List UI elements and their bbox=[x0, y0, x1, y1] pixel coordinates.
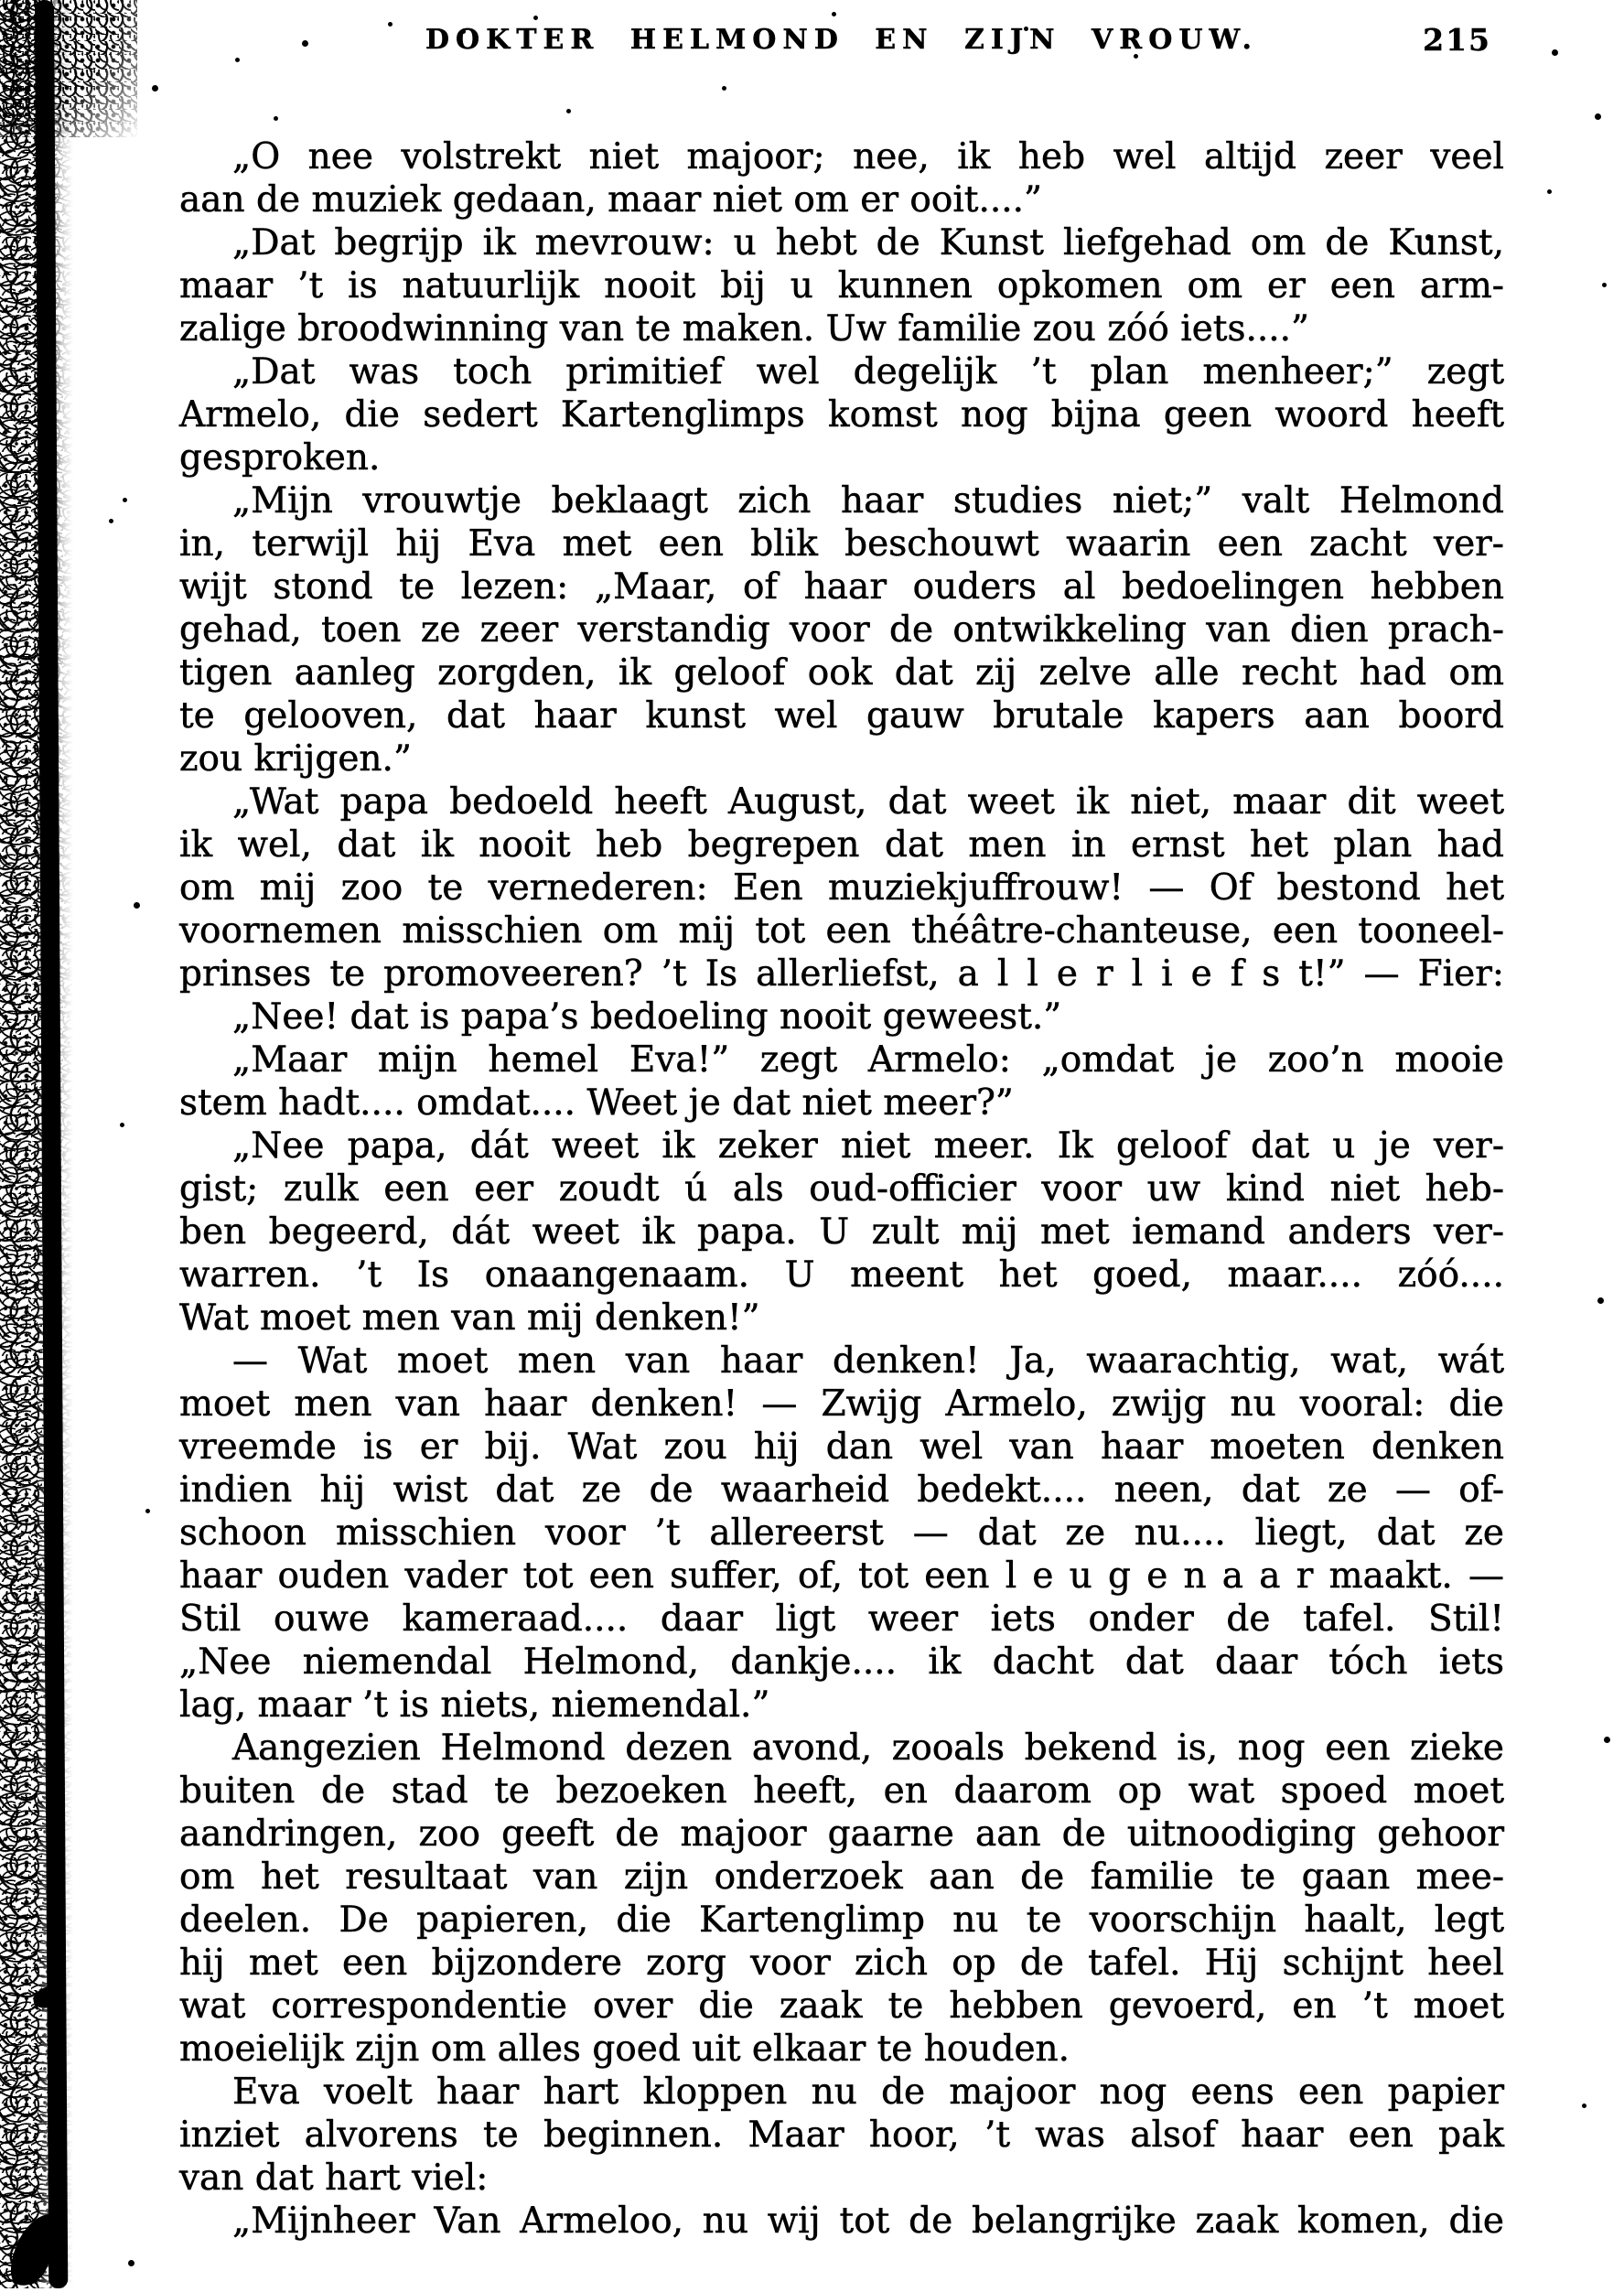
text-line: prinses te promoveeren? ’t Is allerliefst, a l l e r l i e f s t!” — Fier: bbox=[179, 953, 1504, 995]
text-line: om het resultaat van zijn onderzoek aan de familie te gaan mee- bbox=[179, 1856, 1504, 1898]
text-line: Wat moet men van mij denken!” bbox=[179, 1297, 760, 1339]
text-line: moeielijk zijn om alles goed uit elkaar te houden. bbox=[179, 2028, 1070, 2070]
page-title: DOKTER HELMOND EN ZIJN VROUW. bbox=[425, 24, 1258, 56]
text-line: maar ’t is natuurlijk nooit bij u kunnen opkomen om er een arm- bbox=[179, 265, 1504, 307]
text-line: voornemen misschien om mij tot een théâtre-chanteuse, een tooneel- bbox=[179, 910, 1504, 952]
text-line: „O nee volstrekt niet majoor; nee, ik heb wel altijd zeer veel bbox=[232, 136, 1504, 178]
text-line: Armelo, die sedert Kartenglimps komst nog bijna geen woord heeft bbox=[179, 394, 1504, 436]
text-line: haar ouden vader tot een suffer, of, tot een l e u g e n a a r maakt. — bbox=[179, 1555, 1504, 1597]
text-line: zou krijgen.” bbox=[179, 738, 412, 780]
text-line: tigen aanleg zorgden, ik geloof ook dat zij zelve alle recht had om bbox=[179, 652, 1504, 694]
text-line: vreemde is er bij. Wat zou hij dan wel van haar moeten denken bbox=[179, 1426, 1504, 1468]
text-line: lag, maar ’t is niets, niemendal.” bbox=[179, 1684, 770, 1726]
text-line: schoon misschien voor ’t allereerst — dat ze nu.... liegt, dat ze bbox=[179, 1512, 1504, 1554]
page-text bbox=[179, 135, 1504, 2243]
text-line: wat correspondentie over die zaak te hebben gevoerd, en ’t moet bbox=[179, 1985, 1504, 2027]
text-line: „Dat was toch primitief wel degelijk ’t plan menheer;” zegt bbox=[232, 351, 1504, 393]
text-line: ben begeerd, dát weet ik papa. U zult mij met iemand anders ver- bbox=[179, 1211, 1504, 1253]
text-line: gesproken. bbox=[179, 437, 381, 479]
text-line: Aangezien Helmond dezen avond, zooals bekend is, nog een zieke bbox=[232, 1727, 1504, 1769]
text-line: „Nee niemendal Helmond, dankje.... ik dacht dat daar tóch iets bbox=[179, 1641, 1504, 1683]
text-line: van dat hart viel: bbox=[179, 2157, 489, 2199]
text-line: aan de muziek gedaan, maar niet om er ooit....” bbox=[179, 179, 1042, 221]
text-line: wijt stond te lezen: „Maar, of haar ouders al bedoelingen hebben bbox=[179, 566, 1504, 608]
text-line: inziet alvorens te beginnen. Maar hoor, ’t was alsof haar een pak bbox=[179, 2114, 1504, 2156]
text-line: warren. ’t Is onaangenaam. U meent het goed, maar.... zóó.... bbox=[179, 1254, 1504, 1296]
corner-scan-noise bbox=[0, 0, 137, 137]
text-line: „Mijn vrouwtje beklaagt zich haar studies niet;” valt Helmond bbox=[232, 480, 1504, 522]
text-line: aandringen, zoo geeft de majoor gaarne aan de uitnoodiging gehoor bbox=[179, 1813, 1504, 1855]
text-line: in, terwijl hij Eva met een blik beschouwt waarin een zacht ver- bbox=[179, 523, 1504, 565]
text-line: „Nee papa, dát weet ik zeker niet meer. Ik geloof dat u je ver- bbox=[232, 1125, 1504, 1167]
text-line: stem hadt.... omdat.... Weet je dat niet meer?” bbox=[179, 1082, 1014, 1124]
page-number: 215 bbox=[1423, 22, 1491, 58]
text-line: gehad, toen ze zeer verstandig voor de ontwikkeling van dien prach- bbox=[179, 609, 1504, 651]
text-line: „Nee! dat is papa’s bedoeling nooit geweest.” bbox=[232, 996, 1062, 1038]
text-line: Eva voelt haar hart kloppen nu de majoor nog eens een papier bbox=[232, 2071, 1504, 2113]
text-line: — Wat moet men van haar denken! Ja, waarachtig, wat, wát bbox=[232, 1340, 1504, 1382]
text-line: buiten de stad te bezoeken heeft, en daarom op wat spoed moet bbox=[179, 1770, 1504, 1812]
text-line: moet men van haar denken! — Zwijg Armelo, zwijg nu vooral: die bbox=[179, 1383, 1504, 1425]
text-line: „Wat papa bedoeld heeft August, dat weet ik niet, maar dit weet bbox=[232, 781, 1504, 823]
text-line: „Dat begrijp ik mevrouw: u hebt de Kunst liefgehad om de Kunst, bbox=[232, 222, 1504, 264]
text-line: deelen. De papieren, die Kartenglimp nu te voorschijn haalt, legt bbox=[179, 1899, 1504, 1941]
text-line: „Mijnheer Van Armeloo, nu wij tot de belangrijke zaak komen, die bbox=[232, 2201, 1504, 2242]
text-line: indien hij wist dat ze de waarheid bedekt.... neen, dat ze — of- bbox=[179, 1469, 1504, 1511]
text-line: „Maar mijn hemel Eva!” zegt Armelo: „omdat je zoo’n mooie bbox=[232, 1039, 1504, 1081]
text-line: hij met een bijzondere zorg voor zich op de tafel. Hij schijnt heel bbox=[179, 1942, 1504, 1984]
scan-specks bbox=[0, 0, 3, 3]
text-line: zalige broodwinning van te maken. Uw familie zou zóó iets....” bbox=[179, 308, 1309, 350]
text-line: gist; zulk een eer zoudt ú als oud-officier voor uw kind niet heb- bbox=[179, 1168, 1504, 1210]
text-line: om mij zoo te vernederen: Een muziekjuffrouw! — Of bestond het bbox=[179, 867, 1504, 909]
text-line: ik wel, dat ik nooit heb begrepen dat men in ernst het plan had bbox=[179, 824, 1504, 866]
text-line: Stil ouwe kameraad.... daar ligt weer iets onder de tafel. Stil! bbox=[179, 1598, 1504, 1640]
running-head bbox=[179, 24, 1504, 70]
text-line: te gelooven, dat haar kunst wel gauw brutale kapers aan boord bbox=[179, 695, 1504, 737]
